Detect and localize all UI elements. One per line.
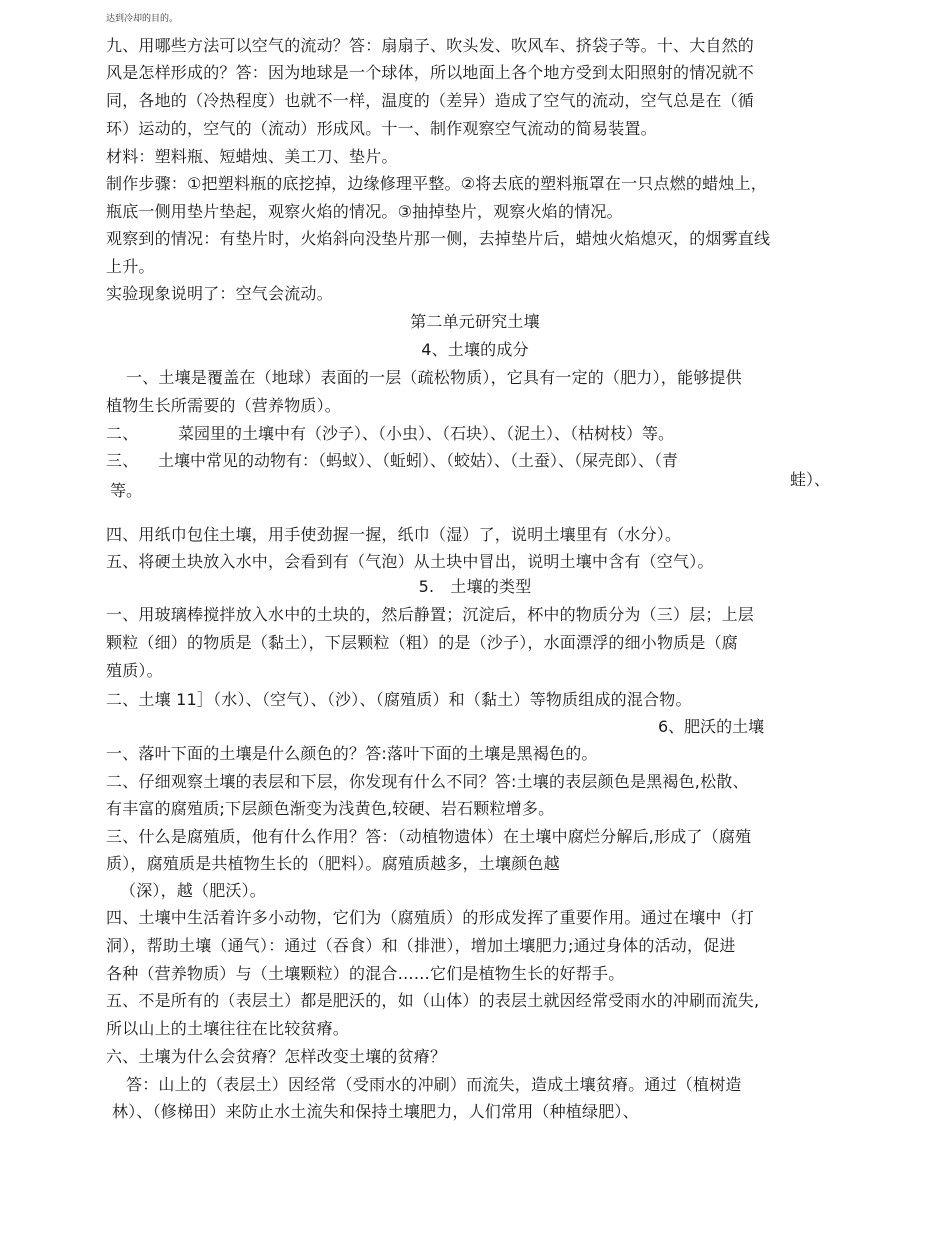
list-marker: 三、 [106,451,139,470]
text-line: 所以山上的土壤往往在比较贫瘠。 [106,1019,350,1038]
text-line: 颗粒（细）的物质是（黏土），下层颗粒（粗）的是（沙子），水面漂浮的细小物质是（腐 [106,633,739,652]
top-note: 达到冷却的目的。 [106,14,179,24]
text-line: 答：山上的（表层土）因经常（受雨水的冲刷）而流失，造成土壤贫瘠。通过（植树造 [126,1075,742,1094]
text-line: 材料：塑料瓶、短蜡烛、美工刀、垫片。 [106,147,398,166]
text-line: 一、落叶下面的土壤是什么颜色的？答:落叶下面的土壤是黑褐色的。 [106,744,598,763]
text-line: 五、将硬土块放入水中，会看到有（气泡）从土块中冒出，说明土壤中含有（空气）。 [106,552,714,571]
section-title: 4、土壤的成分 [421,340,529,359]
text-line: 同，各地的（冷热程度）也就不一样，温度的（差异）造成了空气的流动，空气总是在（循 [106,91,755,110]
text-line: 等。 [110,481,143,500]
text-line: 林）、（修梯田）来防止水土流失和保持土壤肥力，人们常用（种植绿肥）、 [112,1102,639,1121]
section-title: 6、肥沃的土壤 [658,717,765,736]
text-line: 九、用哪些方法可以空气的流动？答：扇扇子、吹头发、吹风车、挤袋子等。十、大自然的 [106,36,755,55]
text-line: 四、土壤中生活着许多小动物，它们为（腐殖质）的形成发挥了重要作用。通过在壤中（打 [106,908,755,927]
text-line: 蛙）、 [790,470,831,489]
text-line: 三、什么是腐殖质，他有什么作用？答：（动植物遗体）在土壤中腐烂分解后,形成了（腐殖 [106,827,752,846]
text-line: 六、土壤为什么会贫瘠？怎样改变土壤的贫瘠？ [106,1047,447,1066]
text-line: 环）运动的，空气的（流动）形成风。十一、制作观察空气流动的简易装置。 [106,119,657,138]
text-line: （深），越（肥沃）。 [120,881,267,900]
text-line: 风是怎样形成的？答：因为地球是一个球体，所以地面上各个地方受到太阳照射的情况就不 [106,63,755,82]
text-line: 质），腐殖质是共植物生长的（肥料）。腐殖质越多，土壤颜色越 [106,854,560,873]
text-line: 土壤中常见的动物有：（蚂蚁）、（蚯蚓）、（蛟姑）、（土蚕）、（屎壳郎）、（青 [158,451,679,470]
text-line: 植物生长所需要的（营养物质）。 [106,396,342,415]
text-line: 一、土壤是覆盖在（地球）表面的一层（疏松物质），它具有一定的（肥力），能够提供 [126,368,742,387]
text-line: 有丰富的腐殖质;下层颜色渐变为浅黄色,较硬、岩石颗粒增多。 [106,799,555,818]
list-marker: 二、 [106,424,139,443]
text-line: 二、仔细观察土壤的表层和下层，你发现有什么不同？答:土壤的表层颜色是黑褐色,松散、 [106,772,749,791]
text-line: 殖质）。 [106,661,163,680]
text-line: 一、用玻璃棒搅拌放入水中的土块的，然后静置；沉淀后，杯中的物质分为（三）层；上层 [106,605,755,624]
text-line: 菜园里的土壤中有（沙子）、（小虫）、（石块）、（泥土）、（枯树枝）等。 [178,424,675,443]
unit-title: 第二单元研究土壤 [410,312,540,331]
text-line: 实验现象说明了：空气会流动。 [106,284,333,303]
text-line: 上升。 [106,257,155,276]
section-title: 5. 土壤的类型 [418,577,532,596]
text-line: 瓶底一侧用垫片垫起，观察火焰的情况。③抽掉垫片，观察火焰的情况。 [106,202,623,221]
text-line: 观察到的情况：有垫片时，火焰斜向没垫片那一侧，去掉垫片后，蜡烛火焰熄灭，的烟雾直线 [106,229,771,248]
text-line: 制作步骤：①把塑料瓶的底挖掉，边缘修理平整。②将去底的塑料瓶罩在一只点燃的蜡烛上， [106,174,767,193]
text-line: 洞），帮助土壤（通气）：通过（吞食）和（排泄），增加土壤肥力;通过身体的活动，促进 [106,936,736,955]
text-line: 各种（营养物质）与（土壤颗粒）的混合……它们是植物生长的好帮手。 [106,964,625,983]
text-line: 二、土壤 11］（水）、（空气）、（沙）、（腐殖质）和（黏土）等物质组成的混合物。 [106,690,692,709]
text-line: 五、不是所有的（表层土）都是肥沃的，如（山体）的表层土就因经常受雨水的冲刷而流失, [106,991,760,1010]
text-line: 四、用纸巾包住土壤，用手使劲握一握，纸巾（湿）了，说明土壤里有（水分）。 [106,525,682,544]
